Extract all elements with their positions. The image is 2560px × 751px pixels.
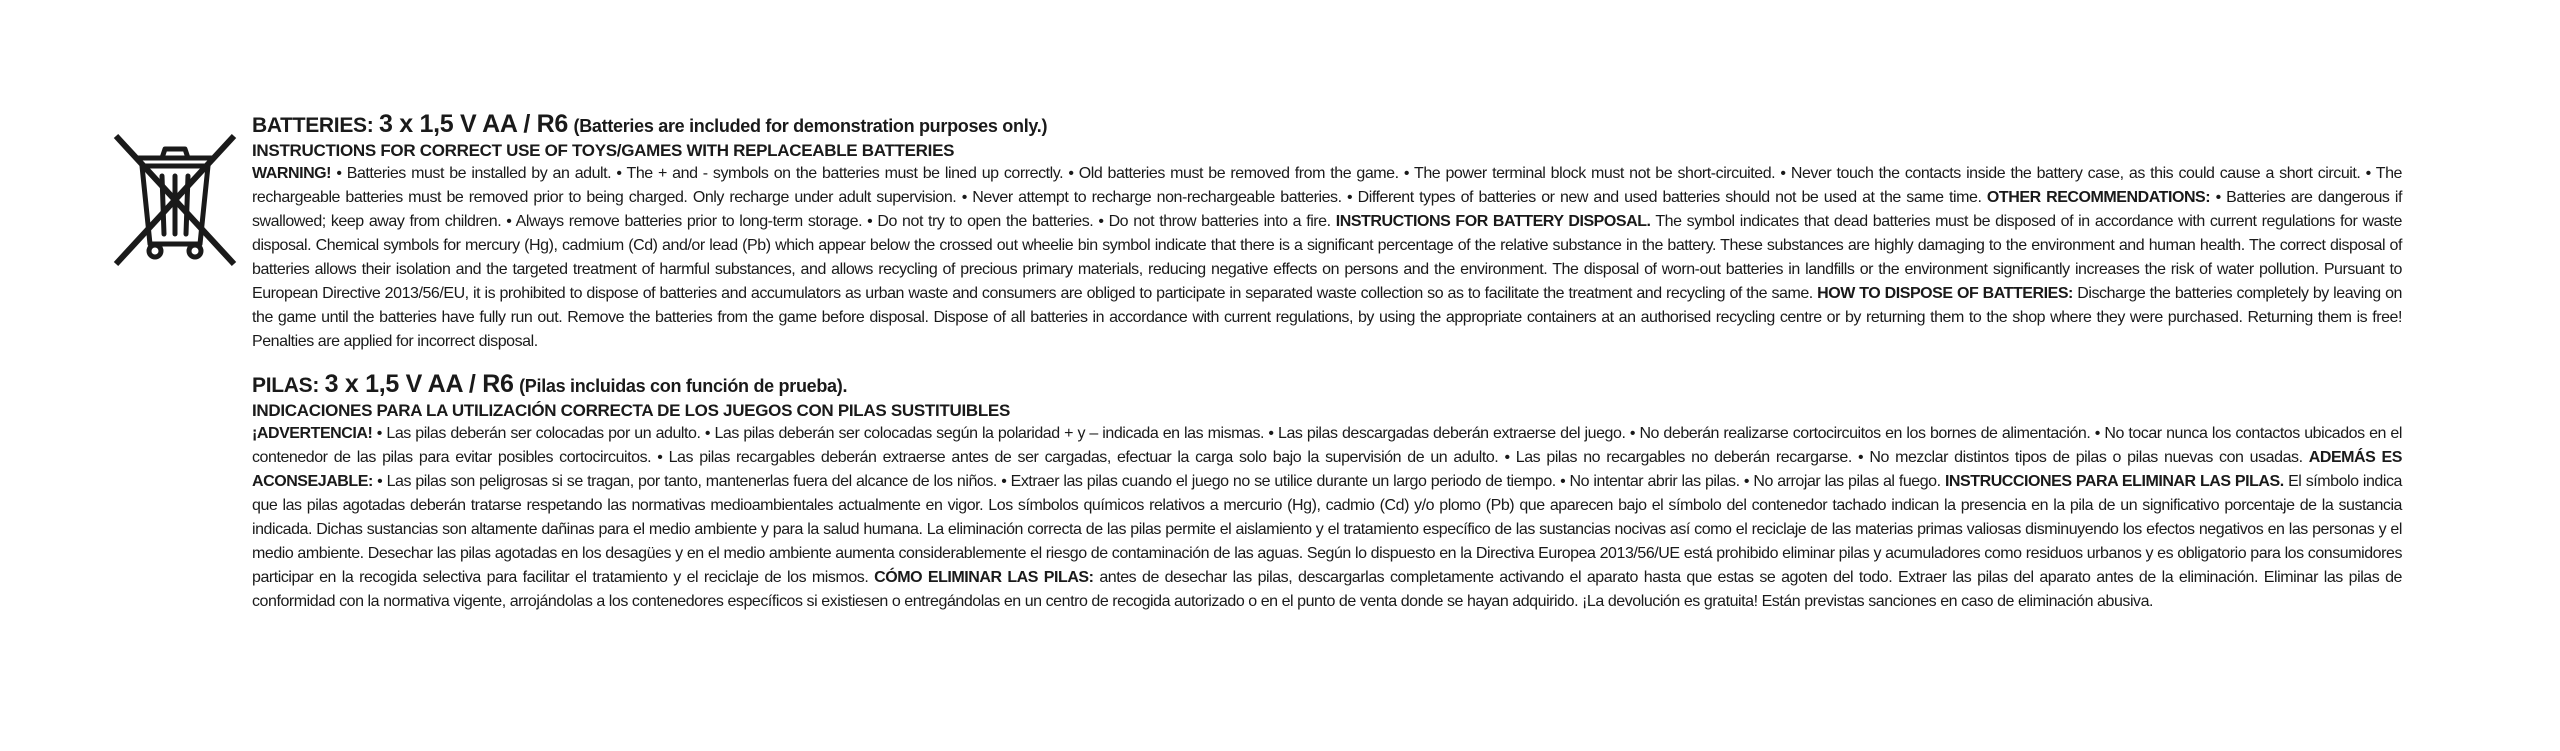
english-warning-label: WARNING! (252, 165, 332, 182)
english-disposal-text: The symbol indicates that dead batteries must be disposed of in accordance with current regulations for waste disposal. Chemical symbols for mercury (Hg), cadmium (Cd) and/or lead (Pb) which appear below the crossed out wheelie bin symbol indicate that there is a significant percentage of the relative substance in the battery. These substances are highly damaging to the environment and human health. The correct disposal of batteries allows their isolation and the targeted treatment of harmful substances, and allows recycling of precious primary materials, reducing negative effects on persons and the environment. The disposal of worn-out batteries in landfills or the environment significantly increases the risk of water pollution. Pursuant to European Directive 2013/56/EU, it is prohibited to dispose of batteries and accumulators as urban waste and consumers are obliged to participate in separated waste collection so as to facilitate the treatment and recycling of the same. (252, 213, 2402, 302)
spanish-body (252, 422, 2402, 614)
spanish-disposal-label: INSTRUCCIONES PARA ELIMINAR LAS PILAS. (1944, 473, 2284, 490)
english-heading-label: BATTERIES: (252, 114, 374, 137)
battery-instructions (252, 110, 2402, 614)
spanish-howto-text: antes de desechar las pilas, descargarlas completamente activando el aparato hasta que estas se agoten del todo. Extraer las pilas del aparato antes de la eliminación. Eliminar las pilas de conformidad con la normativa vigente, arrojándolas a los contenedores específicos si existiesen o entregándolas en un centro de recogida autorizado o en el punto de venta donde se hayan adquirido. ¡La devolución es gratuita! Están previstas sanciones en caso de eliminación abusiva. (252, 569, 2402, 610)
spanish-section (252, 370, 2402, 614)
english-howto-label: HOW TO DISPOSE OF BATTERIES: (1817, 285, 2073, 302)
english-section (252, 110, 2402, 354)
spanish-warning-text: • Las pilas deberán ser colocadas por un adulto. • Las pilas deberán ser colocadas según la polaridad + y – indicada en las mismas. • Las pilas descargadas deberán extraerse del juego. • No deberán realizarse cortocircuitos en los bornes de alimentación. • No tocar nunca los contactos ubicados en el contenedor de las pilas para evitar posibles cortocircuitos. • Las pilas recargables deberán extraerse antes de ser cargadas, efectuar la carga solo bajo la supervisión de un adulto. • Las pilas no recargables no deberán recargarse. • No mezclar distintos tipos de pilas o pilas nuevas con usadas. (252, 425, 2402, 466)
spanish-heading-label: PILAS: (252, 374, 320, 397)
spanish-subheading: INDICACIONES PARA LA UTILIZACIÓN CORRECTA DE LOS JUEGOS CON PILAS SUSTITUIBLES (252, 401, 1011, 420)
english-heading (252, 110, 2402, 140)
english-other-label: OTHER RECOMMENDATIONS: (1986, 189, 2211, 206)
english-other-text: • Batteries are dangerous if swallowed; keep away from children. • Always remove batteries prior to long-term storage. • Do not try to open the batteries. • Do not throw batteries into a fire. (252, 189, 2402, 230)
english-body (252, 162, 2402, 354)
spanish-other-text: • Las pilas son peligrosas si se tragan, por tanto, mantenerlas fuera del alcance de los niños. • Extraer las pilas cuando el juego no se utilice durante un largo periodo de tiempo. • No intentar abrir las pilas. • No arrojar las pilas al fuego. (372, 473, 1945, 490)
english-battery-spec: 3 x 1,5 V AA / R6 (379, 110, 568, 138)
spanish-heading (252, 370, 2402, 400)
spanish-heading-note: (Pilas incluidas con función de prueba). (519, 376, 848, 396)
spanish-other-label: ADEMÁS ES ACONSEJABLE: (252, 449, 2402, 490)
english-warning-text: • Batteries must be installed by an adult. • The + and - symbols on the batteries must be lined up correctly. • Old batteries must be removed from the game. • The power terminal block must not be short-circuited. • Never touch the contacts inside the battery case, as this could cause a short circuit. • The rechargeable batteries must be removed prior to being charged. Only recharge under adult supervision. • Never attempt to recharge non-rechargeable batteries. • Different types of batteries or new and used batteries should not be used at the same time. (252, 165, 2402, 206)
english-heading-note: (Batteries are included for demonstration purposes only.) (573, 116, 1048, 136)
spanish-warning-label: ¡ADVERTENCIA! (252, 425, 373, 442)
crossed-out-wheelie-bin-icon (110, 120, 240, 270)
spanish-howto-label: CÓMO ELIMINAR LAS PILAS: (874, 569, 1094, 586)
english-subheading: INSTRUCTIONS FOR CORRECT USE OF TOYS/GAMES WITH REPLACEABLE BATTERIES (252, 141, 955, 160)
english-disposal-label: INSTRUCTIONS FOR BATTERY DISPOSAL. (1335, 213, 1651, 230)
english-howto-text: Discharge the batteries completely by leaving on the game until the batteries have fully run out. Remove the batteries from the game before disposal. Dispose of all batteries in accordance with current regulations, by using the appropriate containers at an authorised recycling centre or by returning them to the shop where they were purchased. Returning them is free! Penalties are applied for incorrect disposal. (252, 285, 2402, 350)
spanish-disposal-text: El símbolo indica que las pilas agotadas deberán tratarse respetando las normativas medioambientales actualmente en vigor. Los símbolos químicos relativos a mercurio (Hg), cadmio (Cd) y/o plomo (Pb) que aparecen bajo el símbolo del contenedor tachado indican la presencia en la pila de un significativo porcentaje de la sustancia indicada. Dichas sustancias son altamente dañinas para el medio ambiente y para la salud humana. La eliminación correcta de las pilas permite el aislamiento y el tratamiento específico de las sustancias nocivas así como el reciclaje de las materias primas valiosas disminuyendo los efectos negativos en las personas y el medio ambiente. Desechar las pilas agotadas en los desagües y en el medio ambiente aumenta considerablemente el riesgo de contaminación de las aguas. Según lo dispuesto en la Directiva Europea 2013/56/UE está prohibido eliminar pilas y acumuladores como residuos urbanos y es obligatorio para los consumidores participar en la recogida selectiva para facilitar el tratamiento y el reciclaje de los mismos. (252, 473, 2402, 586)
spanish-battery-spec: 3 x 1,5 V AA / R6 (324, 370, 514, 398)
